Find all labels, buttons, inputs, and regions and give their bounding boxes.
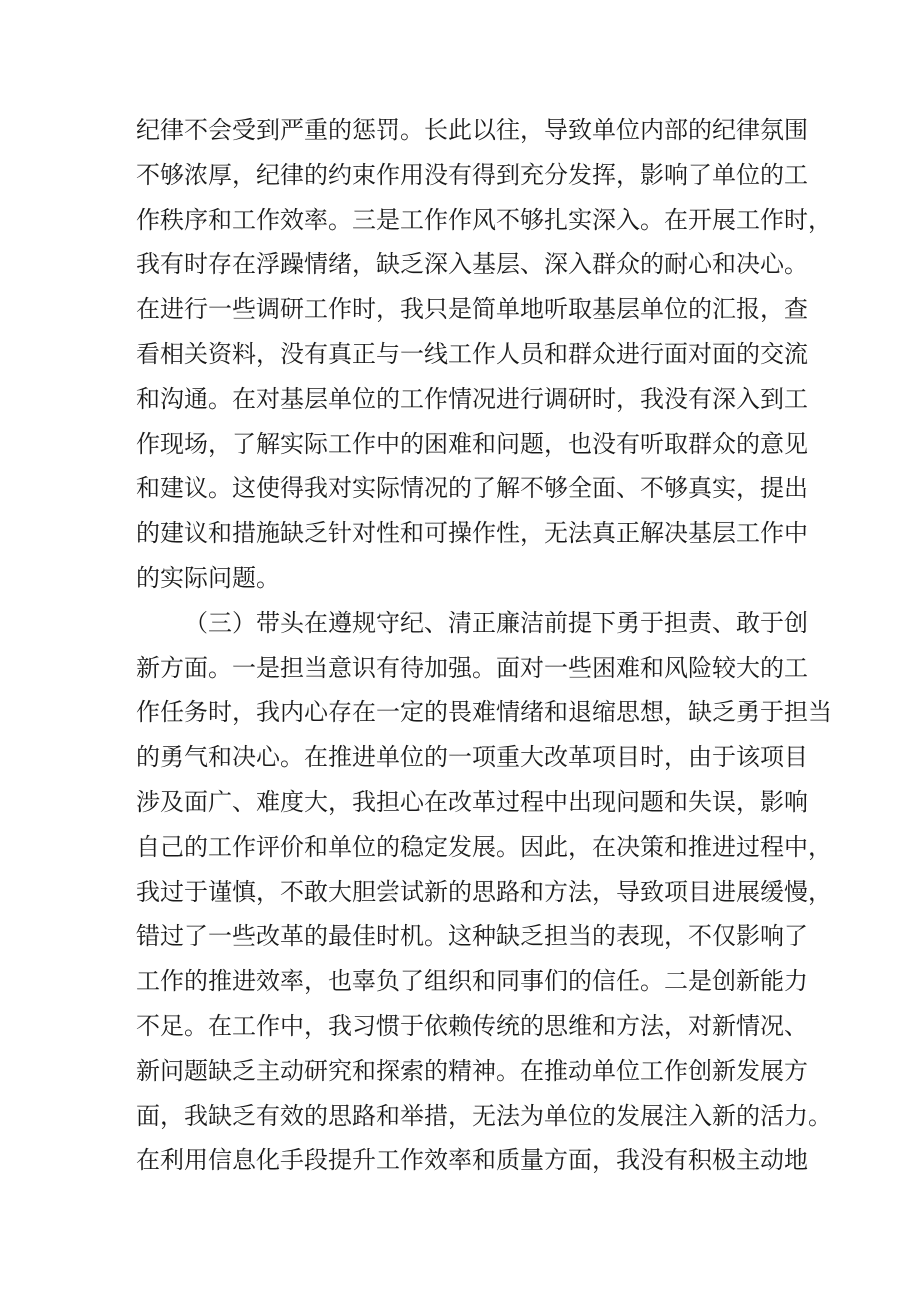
- text-line-18: 我过于谨慎，不敢大胆尝试新的思路和方法，导致项目进展缓慢，: [136, 877, 832, 906]
- text-line-21: 不足。在工作中，我习惯于依赖传统的思维和方法，对新情况、: [136, 1011, 808, 1040]
- text-line-6: 看相关资料，没有真正与一线工作人员和群众进行面对面的交流: [136, 339, 808, 368]
- text-line-19: 错过了一些改革的最佳时机。这种缺乏担当的表现，不仅影响了: [136, 922, 808, 951]
- text-line-5: 在进行一些调研工作时，我只是简单地听取基层单位的汇报，查: [136, 295, 808, 324]
- text-line-22: 新问题缺乏主动研究和探索的精神。在推动单位工作创新发展方: [136, 1056, 808, 1085]
- text-line-16: 涉及面广、难度大，我担心在改革过程中出现问题和失误，影响: [136, 787, 808, 816]
- text-line-23: 面，我缺乏有效的思路和举措，无法为单位的发展注入新的活力。: [136, 1101, 832, 1130]
- text-line-20: 工作的推进效率，也辜负了组织和同事们的信任。二是创新能力: [136, 967, 808, 996]
- text-line-13: 新方面。一是担当意识有待加强。面对一些困难和风险较大的工: [136, 653, 808, 682]
- text-line-7: 和沟通。在对基层单位的工作情况进行调研时，我没有深入到工: [136, 384, 808, 413]
- text-line-3: 作秩序和工作效率。三是工作作风不够扎实深入。在开展工作时，: [136, 205, 832, 234]
- text-line-14: 作任务时，我内心存在一定的畏难情绪和退缩思想，缺乏勇于担当: [136, 698, 832, 727]
- text-line-17: 自己的工作评价和单位的稳定发展。因此，在决策和推进过程中，: [136, 832, 832, 861]
- text-line-2: 不够浓厚，纪律的约束作用没有得到充分发挥，影响了单位的工: [136, 160, 808, 189]
- text-line-1: 纪律不会受到严重的惩罚。长此以往，导致单位内部的纪律氛围: [136, 116, 808, 144]
- document-body: [136, 108, 832, 1183]
- text-line-15: 的勇气和决心。在推进单位的一项重大改革项目时，由于该项目: [136, 743, 808, 772]
- text-line-10: 的建议和措施缺乏针对性和可操作性，无法真正解决基层工作中: [136, 519, 808, 548]
- text-line-24: 在利用信息化手段提升工作效率和质量方面，我没有积极主动地: [136, 1146, 808, 1175]
- text-line-8: 作现场，了解实际工作中的困难和问题，也没有听取群众的意见: [136, 429, 808, 458]
- section-heading-line: （三）带头在遵规守纪、清正廉洁前提下勇于担责、敢于创: [184, 608, 808, 637]
- text-line-9: 和建议。这使得我对实际情况的了解不够全面、不够真实，提出: [136, 474, 808, 503]
- text-line-11: 的实际问题。: [136, 563, 280, 592]
- text-line-4: 我有时存在浮躁情绪，缺乏深入基层、深入群众的耐心和决心。: [136, 250, 808, 279]
